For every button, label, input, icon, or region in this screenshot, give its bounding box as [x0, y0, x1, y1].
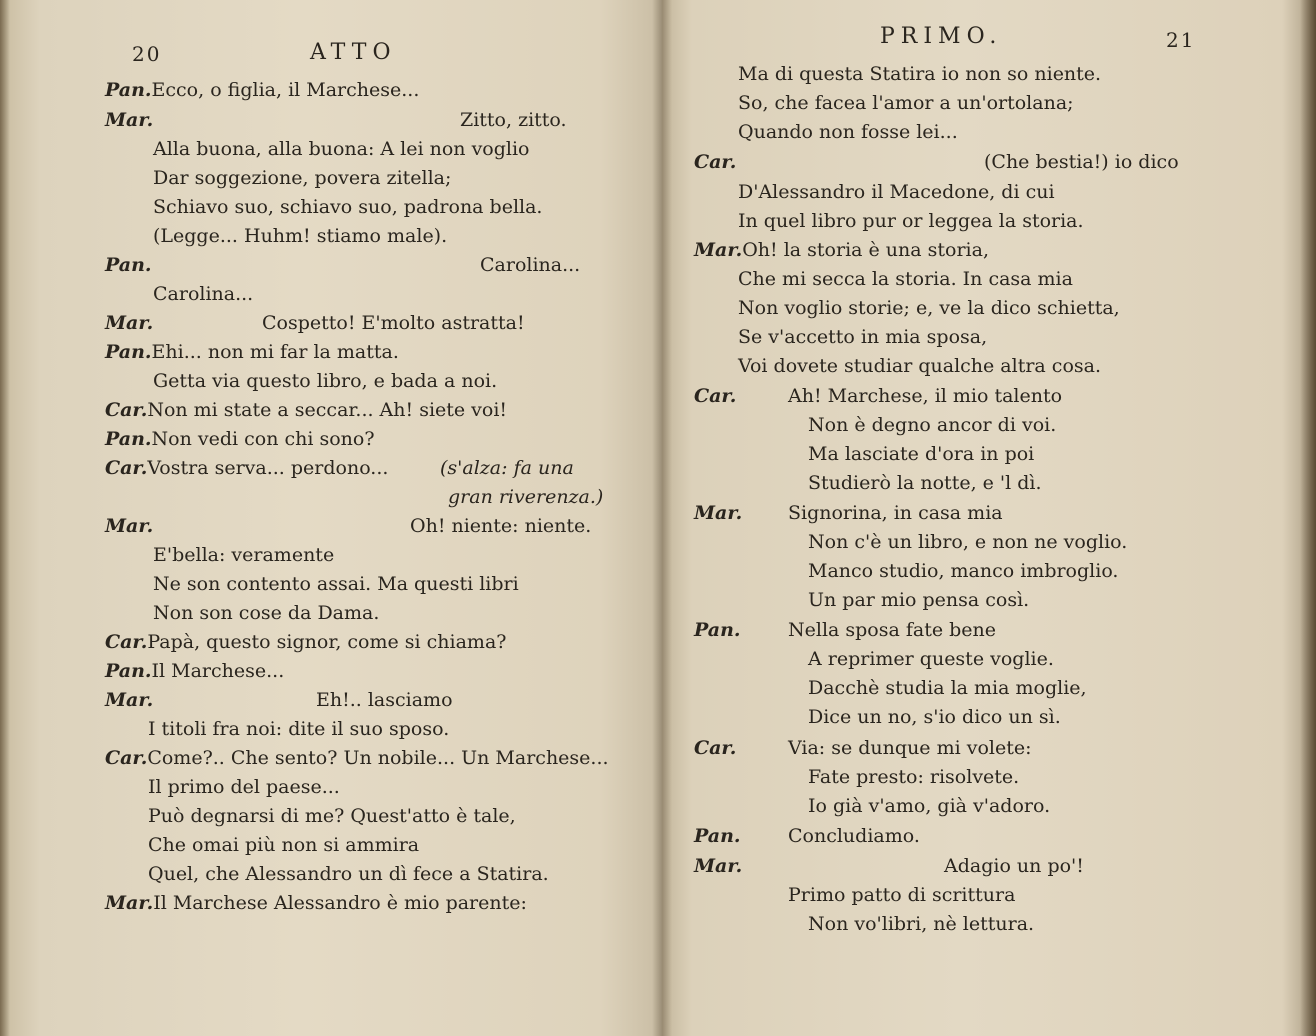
verse-line: Fate presto: risolvete.: [808, 766, 1020, 788]
verse-line: Mar.: [105, 109, 154, 131]
verse-line: Se v'accetto in mia sposa,: [738, 326, 988, 348]
stage-direction: (s'alza: fa una: [440, 457, 574, 479]
verse-line: Mar.Il Marchese Alessandro è mio parente:: [105, 892, 527, 914]
verse-line: Pan.: [105, 254, 152, 276]
verse-line: Pan.Non vedi con chi sono?: [105, 428, 375, 450]
verse-line: Mar.: [105, 515, 154, 537]
verse-line: Mar.: [105, 312, 154, 334]
verse-line: Io già v'amo, già v'adoro.: [808, 795, 1051, 817]
verse-line: Signorina, in casa mia: [788, 502, 1003, 524]
verse-line: E'bella: veramente: [153, 544, 335, 566]
right-page: [662, 0, 1316, 1036]
verse-line: Car.Papà, questo signor, come si chiama?: [105, 631, 507, 653]
verse-line: So, che facea l'amor a un'ortolana;: [738, 92, 1074, 114]
verse-line: Zitto, zitto.: [460, 109, 567, 131]
verse-line: D'Alessandro il Macedone, di cui: [738, 181, 1055, 203]
verse-line: (Che bestia!) io dico: [984, 151, 1179, 173]
book-gutter: [652, 0, 672, 1036]
verse-line: Dice un no, s'io dico un sì.: [808, 706, 1061, 728]
verse-line: Non è degno ancor di voi.: [808, 414, 1057, 436]
verse-line: I titoli fra noi: dite il suo sposo.: [148, 718, 450, 740]
verse-line: Il primo del paese...: [148, 776, 340, 798]
verse-line: Primo patto di scrittura: [788, 884, 1016, 906]
verse-line: (Legge... Huhm! stiamo male).: [153, 225, 448, 247]
verse-line: Può degnarsi di me? Quest'atto è tale,: [148, 805, 516, 827]
verse-line: Car.: [694, 151, 737, 173]
verse-line: Dar soggezione, povera zitella;: [153, 167, 452, 189]
verse-line: Eh!.. lasciamo: [316, 689, 453, 711]
verse-line: Ma di questa Statira io non so niente.: [738, 63, 1102, 85]
verse-line: Car.Non mi state a seccar... Ah! siete voi!: [105, 399, 508, 421]
verse-line: Via: se dunque mi volete:: [788, 737, 1032, 759]
verse-line: Ah! Marchese, il mio talento: [788, 385, 1063, 407]
verse-line: Adagio un po'!: [944, 855, 1084, 877]
verse-line: Studierò la notte, e 'l dì.: [808, 472, 1042, 494]
verse-line: A reprimer queste voglie.: [808, 648, 1054, 670]
left-page-edge: [0, 0, 10, 1036]
verse-line: Mar.: [694, 855, 743, 877]
verse-line: Car.: [694, 385, 737, 407]
page-number-right: 21: [1166, 28, 1196, 52]
verse-line: Dacchè studia la mia moglie,: [808, 677, 1087, 699]
verse-line: Getta via questo libro, e bada a noi.: [153, 370, 498, 392]
verse-line: Che mi secca la storia. In casa mia: [738, 268, 1073, 290]
verse-line: Non c'è un libro, e non ne voglio.: [808, 531, 1128, 553]
verse-line: Pan.: [694, 619, 741, 641]
verse-line: Manco studio, manco imbroglio.: [808, 560, 1119, 582]
running-head-left: ATTO: [310, 40, 397, 65]
verse-line: Concludiamo.: [788, 825, 920, 847]
running-head-right: PRIMO.: [880, 24, 1003, 49]
verse-line: Che omai più non si ammira: [148, 834, 420, 856]
stage-direction: gran riverenza.): [448, 486, 604, 508]
verse-line: In quel libro pur or leggea la storia.: [738, 210, 1084, 232]
verse-line: Ne son contento assai. Ma questi libri: [153, 573, 519, 595]
page-number-left: 20: [132, 42, 162, 66]
verse-line: Non vo'libri, nè lettura.: [808, 913, 1035, 935]
verse-line: Alla buona, alla buona: A lei non voglio: [153, 138, 530, 160]
verse-line: Un par mio pensa così.: [808, 589, 1030, 611]
verse-line: Pan.Il Marchese...: [105, 660, 285, 682]
verse-line: Mar.: [694, 502, 743, 524]
verse-line: Carolina...: [480, 254, 581, 276]
verse-line: Car.: [694, 737, 737, 759]
verse-line: Quando non fosse lei...: [738, 121, 958, 143]
verse-line: Mar.: [105, 689, 154, 711]
verse-line: Oh! niente: niente.: [410, 515, 592, 537]
verse-line: Non son cose da Dama.: [153, 602, 380, 624]
verse-line: Pan.Ecco, o figlia, il Marchese...: [105, 79, 420, 101]
verse-line: Non voglio storie; e, ve la dico schietta,: [738, 297, 1120, 319]
verse-line: Schiavo suo, schiavo suo, padrona bella.: [153, 196, 543, 218]
verse-line: Ma lasciate d'ora in poi: [808, 443, 1035, 465]
verse-line: Car.Come?.. Che sento? Un nobile... Un Marchese...: [105, 747, 609, 769]
verse-line: Car.Vostra serva... perdono...: [105, 457, 389, 479]
verse-line: Pan.Ehi... non mi far la matta.: [105, 341, 399, 363]
verse-line: Pan.: [694, 825, 741, 847]
verse-line: Mar.Oh! la storia è una storia,: [694, 239, 989, 261]
verse-line: Voi dovete studiar qualche altra cosa.: [738, 355, 1101, 377]
verse-line: Nella sposa fate bene: [788, 619, 997, 641]
verse-line: Quel, che Alessandro un dì fece a Statira.: [148, 863, 549, 885]
right-page-edge: [1300, 0, 1316, 1036]
verse-line: Carolina...: [153, 283, 254, 305]
verse-line: Cospetto! E'molto astratta!: [262, 312, 525, 334]
